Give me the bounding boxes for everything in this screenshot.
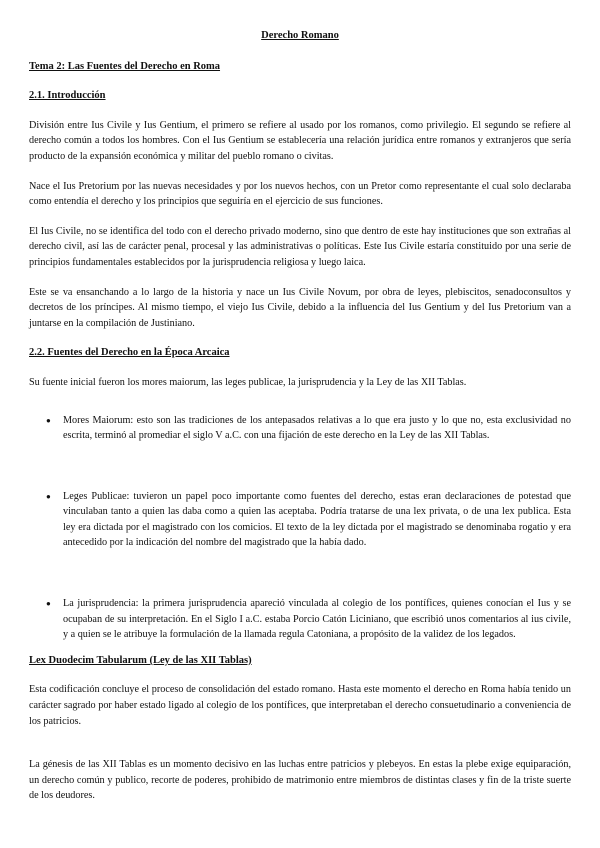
- paragraph: La génesis de las XII Tablas es un momento decisivo en las luchas entre patricios y plebeyos. En estas la plebe exige equiparación, un derecho común y publico, recorte de poderes, prohibido de matrimonio entre miembros de distintas clases y fin de la triste suerte de los deudores.: [29, 759, 571, 802]
- section-heading-lex-duodecim: Lex Duodecim Tabularum (Ley de las XII Tablas): [29, 654, 252, 666]
- document-title: Derecho Romano: [261, 30, 339, 41]
- bullet-icon: ●: [46, 599, 51, 609]
- bullet-icon: ●: [46, 491, 51, 501]
- section-heading-epoca-arcaica: 2.2. Fuentes del Derecho en la Época Arcaica: [29, 347, 230, 359]
- sources-list: [29, 413, 571, 643]
- list-item: [29, 413, 571, 444]
- paragraph: Esta codificación concluye el proceso de consolidación del estado romano. Hasta este momento el derecho en Roma había tenido un carácter sagrado por haber estado ligado al colegio de los pontífices, que interpretaban el derecho consuetudinario a conveniencia de los patricios.: [29, 684, 571, 727]
- tema-heading: Tema 2: Las Fuentes del Derecho en Roma: [29, 60, 221, 72]
- paragraph: Su fuente inicial fueron los mores maiorum, las leges publicae, la jurisprudencia y la Ley de las XII Tablas.: [29, 376, 467, 388]
- paragraph: División entre Ius Civile y Ius Gentium, el primero se refiere al usado por los romanos, como privilegio. El segundo se refiere al derecho común a todos los hombres. Con el Ius Gentium se establecería una relación jurídica entre romanos y extranjeros que sería producto de la expansión económica y militar del pueblo romano o civitas.: [29, 119, 571, 162]
- paragraph: El Ius Civile, no se identifica del todo con el derecho privado moderno, sino que dentro de este hay instituciones que son extrañas al derecho civil, así las de carácter penal, procesal y las administrativas o políticas. Este Ius Civile estaría constituido por una serie de principios fundamentales establecidos por la jurisprudencia religiosa y luego laica.: [29, 225, 571, 268]
- list-item-text: Leges Publicae: tuvieron un papel poco importante como fuentes del derecho, estas eran declaraciones de potestad que vinculaban tanto a quien las daba como a quien las aceptaba. Podría tratarse de una lex privata, o de una lex publica. Esta ley era dictada por el magistrado con los comicios. El texto de la ley dictada por el magistrado se denominaba rogatio y era antecedido por la indicación del nombre del magistrado que la había dado.: [63, 490, 571, 549]
- section-heading-introduccion: 2.1. Introducción: [29, 90, 106, 102]
- paragraph: Nace el Ius Pretorium por las nuevas necesidades y por los nuevos hechos, con un Pretor como representante el cual solo declaraba como entendía el derecho y los principios que seguiría en el ejercicio de sus funciones.: [29, 180, 571, 208]
- paragraph: Este se va ensanchando a lo largo de la historia y nace un Ius Civile Novum, por obra de leyes, plebiscitos, senadoconsultos y decretos de los príncipes. Al mismo tiempo, el viejo Ius Civile, debido a la influencia del Ius Gentium y del Ius Pretorium van a juntarse en la compilación de Justiniano.: [29, 286, 571, 329]
- list-item: [29, 596, 571, 643]
- list-item-text: Mores Maiorum: esto son las tradiciones de los antepasados relativas a lo que era justo y lo que no, esta exclusividad no escrita, terminó al promediar el siglo V a.C. con una fijación de este derecho en la Ley de las XII Tablas.: [63, 414, 571, 442]
- list-item: [29, 489, 571, 551]
- bullet-icon: ●: [46, 415, 51, 425]
- list-item-text: La jurisprudencia: la primera jurisprudencia apareció vinculada al colegio de los pontífices, quienes conocían el Ius y se ocupaban de su interpretación. En el Siglo I a.C. estaba Porcio Catón Liciniano, que escribió unos comentarios al ius civile, y a quien se le atribuye la formulación de la llamada regula Catoniana, a propósito de la validez de los legados.: [63, 598, 571, 641]
